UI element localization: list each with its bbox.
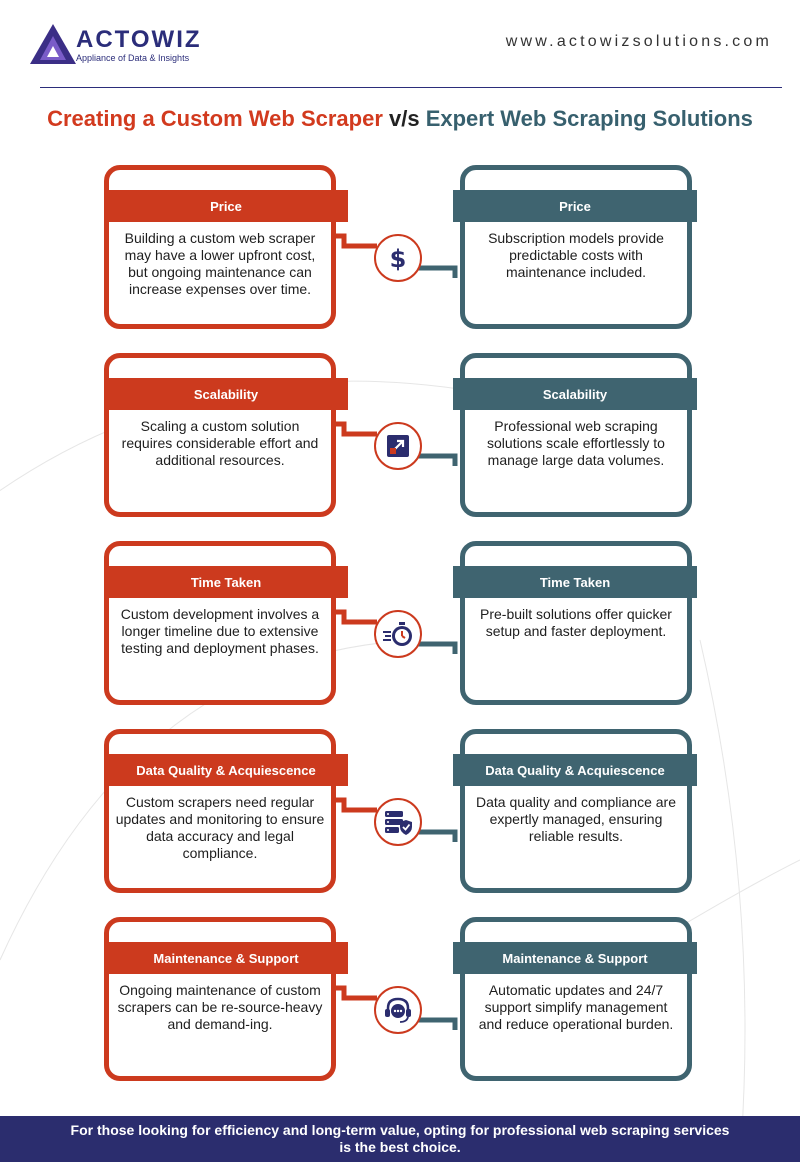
card-heading: Data Quality & Acquiescence [104,754,348,786]
custom-data-quality-card [104,729,336,893]
title-vs: v/s [382,106,426,131]
custom-scalability-card [104,353,336,517]
brand-tagline: Appliance of Data & Insights [76,53,190,63]
fast-stopwatch-icon [374,610,422,658]
website-link[interactable]: www.actowizsolutions.com [505,33,772,50]
svg-text:$: $ [389,245,407,272]
card-heading: Maintenance & Support [453,942,697,974]
expert-scalability-card [460,353,692,517]
expert-time-card [460,541,692,705]
card-text: Custom development involves a longer timeline due to extensive testing and deployment phases. [120,606,320,656]
card-text: Data quality and compliance are expertly managed, ensuring reliable results. [475,794,676,844]
card-text: Scaling a custom solution requires considerable effort and additional resources. [121,418,319,468]
card-heading: Data Quality & Acquiescence [453,754,697,786]
page-title [0,106,800,132]
card-heading: Price [453,190,697,222]
actowiz-logo-icon [28,22,78,66]
card-heading: Scalability [453,378,697,410]
card-heading: Time Taken [104,566,348,598]
card-text: Ongoing maintenance of custom scrapers can be re-source-heavy and demand-ing. [117,982,323,1032]
card-heading: Time Taken [453,566,697,598]
custom-price-card [104,165,336,329]
title-custom: Creating a Custom Web Scraper [47,106,383,131]
card-text: Pre-built solutions offer quicker setup and faster deployment. [480,606,672,639]
card-heading: Maintenance & Support [104,942,348,974]
support-headset-icon [374,986,422,1034]
card-text: Subscription models provide predictable costs with maintenance included. [488,230,664,280]
expert-data-quality-card [460,729,692,893]
card-text: Building a custom web scraper may have a lower upfront cost, but ongoing maintenance can increase expenses over time. [124,230,316,297]
server-shield-icon [374,798,422,846]
scale-arrows-icon [374,422,422,470]
card-text: Professional web scraping solutions scale effortlessly to manage large data volumes. [487,418,665,468]
footer-banner [0,1116,800,1162]
title-expert: Expert Web Scraping Solutions [425,106,753,131]
footer-text: For those looking for efficiency and long-term value, opting for professional web scraping services is the best choice. [70,1122,730,1155]
header-divider [40,87,782,88]
custom-maintenance-card [104,917,336,1081]
brand-name: ACTOWIZ [76,26,202,53]
expert-maintenance-card [460,917,692,1081]
expert-price-card [460,165,692,329]
card-heading: Price [104,190,348,222]
card-text: Automatic updates and 24/7 support simplify management and reduce operational burden. [478,982,674,1032]
custom-time-card [104,541,336,705]
card-heading: Scalability [104,378,348,410]
card-text: Custom scrapers need regular updates and monitoring to ensure data accuracy and legal compliance. [115,794,325,861]
dollar-icon [374,234,422,282]
